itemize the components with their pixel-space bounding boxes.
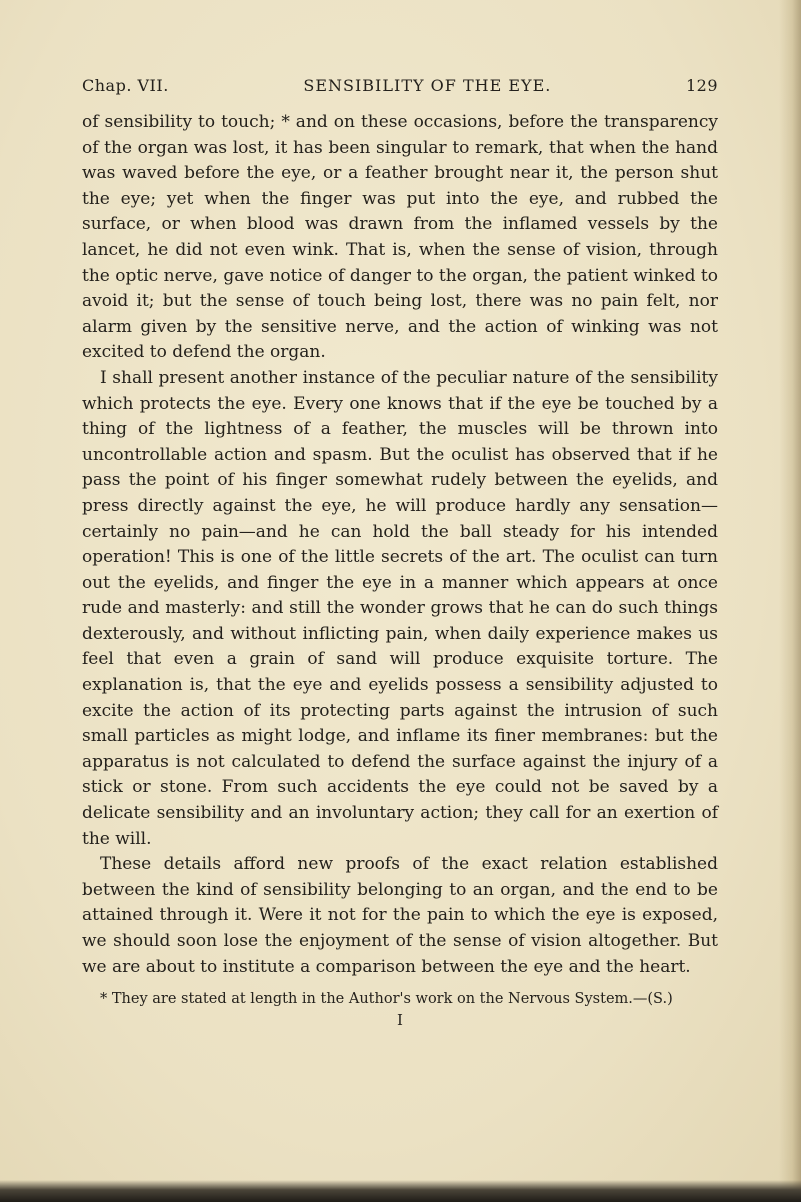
body-text bbox=[82, 110, 718, 980]
page-edge-shadow bbox=[779, 0, 801, 1202]
running-head bbox=[82, 76, 718, 102]
chapter-label: Chap. VII. bbox=[82, 76, 169, 95]
page-bottom-edge bbox=[0, 1180, 801, 1202]
running-title: SENSIBILITY OF THE EYE. bbox=[303, 76, 552, 95]
paragraph-2: I shall present another instance of the peculiar nature of the sensibility which protects the eye. Every one knows that if the eye be touched by a thing of the lightness of a feather, the muscles will be thrown into uncontrollable action and spasm. But the oculist has observed that if he pass the point of his finger somewhat rudely between the eyelids, and press directly against the eye, he will produce hardly any sensation—certainly no pain—and he can hold the ball steady for his intended operation! This is one of the little secrets of the art. The oculist can turn out the eyelids, and finger the eye in a manner which appears at once rude and masterly: and still the wonder grows that he can do such things dexterously, and without inflicting pain, when daily experience makes us feel that even a grain of sand will produce exquisite torture. The explanation is, that the eye and eyelids possess a sensibility adjusted to excite the action of its protecting parts against the intrusion of such small particles as might lodge, and inflame its finer membranes: but the apparatus is not calculated to defend the surface against the injury of a stick or stone. From such accidents the eye could not be saved by a delicate sensibility and an involuntary action; they call for an exertion of the will. bbox=[82, 367, 718, 849]
paragraph-3: These details afford new proofs of the exact relation established between the kind of sensibility belonging to an organ, and the end to be attained through it. Were it not for the pain to which the eye is exposed, we should soon lose the enjoyment of the sense of vision altogether. But we are about to institute a comparison between the eye and the heart. bbox=[82, 854, 718, 977]
footnote: * They are stated at length in the Author's work on the Nervous System.—(S.) bbox=[100, 991, 673, 1008]
paragraph-1: of sensibility to touch; * and on these occasions, before the transparency of the organ was lost, it has been singular to remark, that when the hand was waved before the eye, or a feather brought near it, the person shut the eye; yet when the finger was put into the eye, and rubbed the surface, or when blood was drawn from the inflamed vessels by the lancet, he did not even wink. That is, when the sense of vision, through the optic nerve, gave notice of danger to the organ, the patient winked to avoid it; but the sense of touch being lost, there was no pain felt, nor alarm given by the sensitive nerve, and the action of winking was not excited to defend the organ. bbox=[82, 112, 718, 363]
text-block bbox=[82, 76, 718, 1031]
signature-mark: I bbox=[397, 1011, 403, 1030]
page-number: 129 bbox=[685, 76, 718, 95]
